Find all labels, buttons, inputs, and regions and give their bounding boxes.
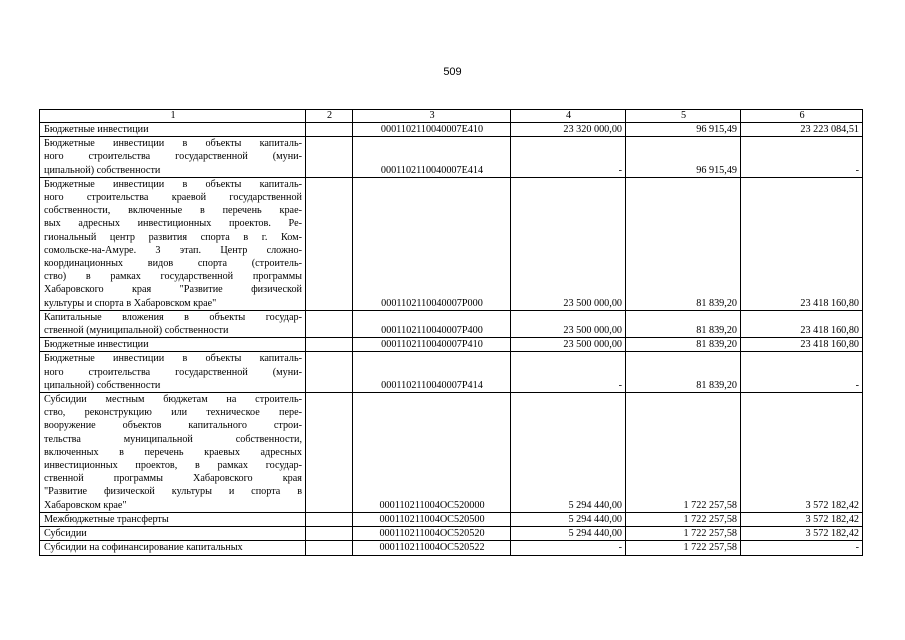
row-name-line: координационных видов спорта (строитель- (44, 258, 302, 270)
row-col6-cell: 23 418 160,80 (741, 177, 863, 310)
header-cell-4: 4 (511, 110, 626, 123)
row-col6-cell: - (741, 352, 863, 393)
row-name-cell (40, 177, 306, 310)
row-col2-cell (306, 310, 353, 337)
row-col2-cell (306, 527, 353, 541)
row-code-cell: 0001102110040007P414 (353, 352, 511, 393)
row-col4-cell: 23 320 000,00 (511, 123, 626, 137)
table-row (40, 123, 863, 137)
row-col6-cell: - (741, 137, 863, 178)
row-name-line: ного строительства государственной (муни- (44, 151, 302, 163)
row-col5-cell: 1 722 257,58 (626, 393, 741, 513)
row-name-line: Субсидии (44, 528, 87, 540)
row-code-cell: 0001102110040007P410 (353, 338, 511, 352)
row-name-line: ного строительства краевой государственной (44, 192, 302, 204)
header-cell-1: 1 (40, 110, 306, 123)
row-col2-cell (306, 393, 353, 513)
row-col4-cell: - (511, 137, 626, 178)
header-cell-6: 6 (741, 110, 863, 123)
row-code-cell: 0001102110040007P000 (353, 177, 511, 310)
table-row (40, 512, 863, 526)
row-code-cell: 0001102110040007E414 (353, 137, 511, 178)
row-col2-cell (306, 338, 353, 352)
page-number: 509 (443, 66, 462, 78)
row-col5-cell: 81 839,20 (626, 310, 741, 337)
row-col6-cell: 3 572 182,42 (741, 512, 863, 526)
table-row (40, 541, 863, 555)
row-name-cell (40, 512, 306, 526)
row-name-line: гиональный центр развития спорта в г. Ком- (44, 231, 302, 243)
row-name-line: собственности, включенные в перечень крае- (44, 205, 302, 217)
row-col5-cell: 81 839,20 (626, 352, 741, 393)
row-col6-cell: 23 418 160,80 (741, 310, 863, 337)
row-name-cell (40, 123, 306, 137)
row-name-line: ципальной) собственности (44, 164, 161, 176)
row-col4-cell: - (511, 541, 626, 555)
row-col6-cell: 23 223 084,51 (741, 123, 863, 137)
row-name-cell (40, 352, 306, 393)
row-name-line: вых адресных инвестиционных проектов. Ре- (44, 218, 302, 230)
row-col5-cell: 96 915,49 (626, 123, 741, 137)
row-col4-cell: 5 294 440,00 (511, 512, 626, 526)
row-col2-cell (306, 137, 353, 178)
row-col5-cell: 81 839,20 (626, 177, 741, 310)
row-name-cell (40, 541, 306, 555)
row-name-line: культуры и спорта в Хабаровском крае" (44, 297, 217, 309)
row-name-line: Капитальные вложения в объекты государ- (44, 311, 302, 323)
row-col2-cell (306, 352, 353, 393)
row-name-line: Межбюджетные трансферты (44, 513, 169, 525)
row-col5-cell: 1 722 257,58 (626, 527, 741, 541)
row-name-line: тельства муниципальной собственности, (44, 433, 302, 445)
row-col4-cell: 23 500 000,00 (511, 177, 626, 310)
row-col5-cell: 1 722 257,58 (626, 541, 741, 555)
row-name-cell (40, 393, 306, 513)
row-name-line: ственной (муниципальной) собственности (44, 325, 229, 337)
row-col2-cell (306, 541, 353, 555)
row-name-line: ство) в рамках государственной программы (44, 271, 302, 283)
header-cell-5: 5 (626, 110, 741, 123)
row-name-line: ного строительства государственной (муни- (44, 366, 302, 378)
row-name-line: Субсидии на софинансирование капитальных (44, 542, 243, 554)
row-col6-cell: 23 418 160,80 (741, 338, 863, 352)
row-code-cell: 0001102110040007E410 (353, 123, 511, 137)
row-col6-cell: - (741, 541, 863, 555)
row-col4-cell: 5 294 440,00 (511, 393, 626, 513)
row-code-cell: 000110211004OС520522 (353, 541, 511, 555)
row-name-line: "Развитие физической культуры и спорта в (44, 486, 302, 498)
table-row (40, 352, 863, 393)
row-name-line: Бюджетные инвестиции в объекты капиталь- (44, 138, 302, 150)
row-col4-cell: 5 294 440,00 (511, 527, 626, 541)
header-cell-3: 3 (353, 110, 511, 123)
budget-table (39, 109, 863, 556)
row-name-cell (40, 137, 306, 178)
row-name-line: ственной программы Хабаровского края (44, 473, 302, 485)
row-code-cell: 000110211004OС520000 (353, 393, 511, 513)
table-row (40, 310, 863, 337)
row-col5-cell: 81 839,20 (626, 338, 741, 352)
row-col6-cell: 3 572 182,42 (741, 527, 863, 541)
row-name-line: Бюджетные инвестиции в объекты капиталь- (44, 353, 302, 365)
row-code-cell: 0001102110040007P400 (353, 310, 511, 337)
row-name-cell (40, 338, 306, 352)
row-col6-cell: 3 572 182,42 (741, 393, 863, 513)
row-name-line: Бюджетные инвестиции (44, 124, 149, 135)
row-col2-cell (306, 177, 353, 310)
row-col2-cell (306, 123, 353, 137)
table-row (40, 177, 863, 310)
row-name-line: ство, реконструкцию или техническое пере- (44, 407, 302, 419)
row-name-line: ципальной) собственности (44, 379, 161, 391)
row-name-line: инвестиционных проектов, в рамках государ- (44, 460, 302, 472)
row-name-line: включенных в перечень краевых адресных (44, 446, 302, 458)
row-name-line: вооружение объектов капитального строи- (44, 420, 302, 432)
row-name-line: сомольске-на-Амуре. 3 этап. Центр сложно- (44, 244, 302, 256)
row-name-cell (40, 527, 306, 541)
row-col4-cell: 23 500 000,00 (511, 338, 626, 352)
row-col5-cell: 1 722 257,58 (626, 512, 741, 526)
row-code-cell: 000110211004OС520520 (353, 527, 511, 541)
table-row (40, 393, 863, 513)
header-row (40, 110, 863, 123)
table-row (40, 338, 863, 352)
row-name-line: Субсидии местным бюджетам на строитель- (44, 394, 302, 406)
table-row (40, 527, 863, 541)
row-name-line: Хабаровском крае" (44, 499, 127, 511)
row-col2-cell (306, 512, 353, 526)
row-col4-cell: 23 500 000,00 (511, 310, 626, 337)
row-col4-cell: - (511, 352, 626, 393)
row-name-cell (40, 310, 306, 337)
row-name-line: Хабаровского края "Развитие физической (44, 284, 302, 296)
header-cell-2: 2 (306, 110, 353, 123)
table-row (40, 137, 863, 178)
row-name-line: Бюджетные инвестиции в объекты капиталь- (44, 178, 302, 190)
row-code-cell: 000110211004OС520500 (353, 512, 511, 526)
row-name-line: Бюджетные инвестиции (44, 339, 149, 351)
row-col5-cell: 96 915,49 (626, 137, 741, 178)
